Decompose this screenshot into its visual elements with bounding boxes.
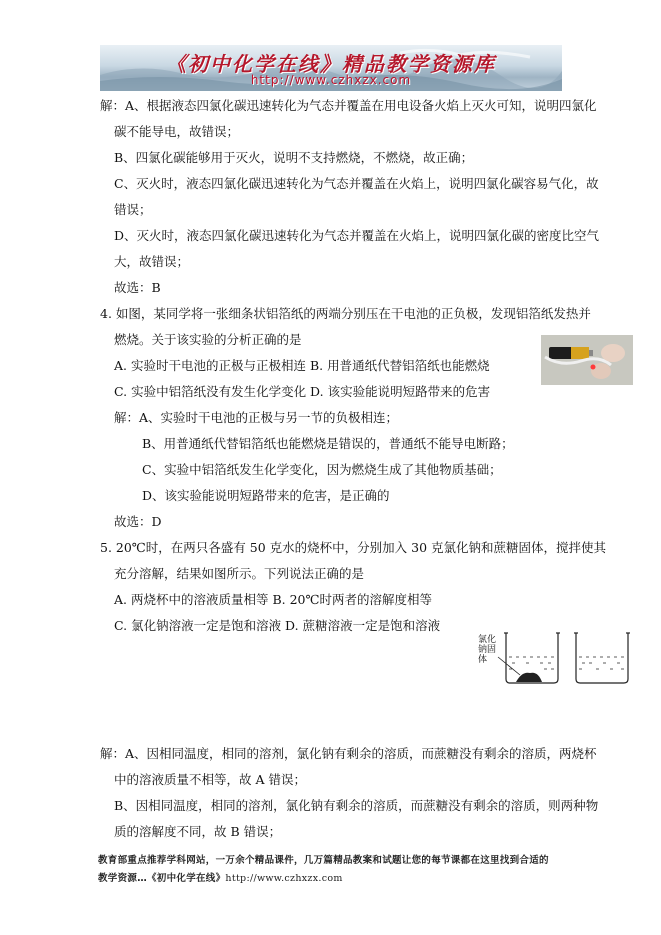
banner-title: 《初中化学在线》精品教学资源库 [166, 52, 496, 76]
question-5-stem: 5. 20℃时，在两只各盛有 50 克水的烧杯中，分别加入 30 克氯化钠和蔗糖固体，搅拌使其 [100, 540, 606, 555]
text-line: D、灭火时，液态四氯化碳迅速转化为气态并覆盖在火焰上，说明四氯化碳的密度比空气 [114, 228, 600, 243]
question-5-options: A. 两烧杯中的溶液质量相等 B. 20℃时两者的溶解度相等 [114, 592, 432, 607]
beaker-label [478, 635, 496, 665]
text-line: 错误； [114, 202, 152, 217]
question-4-stem: 4. 如图，某同学将一张细条状铝箔纸的两端分别压在干电池的正负极，发现铝箔纸发热并 [100, 306, 591, 321]
battery-experiment-photo [541, 335, 633, 385]
text-line: C、实验中铝箔纸发生化学变化，因为燃烧生成了其他物质基础； [142, 462, 502, 477]
question-4-options: A. 实验时干电池的正极与正极相连 B. 用普通纸代替铝箔纸也能燃烧 [114, 358, 490, 373]
text-line: 解：A、因相同温度，相同的溶剂，氯化钠有剩余的溶质，而蔗糖没有剩余的溶质，两烧杯 [100, 746, 597, 761]
question-4-stem: 燃烧。关于该实验的分析正确的是 [114, 332, 302, 347]
text-line: 质的溶解度不同，故 B 错误； [114, 824, 282, 839]
text-line: B、因相同温度，相同的溶剂，氯化钠有剩余的溶质，而蔗糖没有剩余的溶质，则两种物 [114, 798, 599, 813]
text-line: 故选：B [114, 280, 161, 295]
text-line: 解：A、实验时干电池的正极与另一节的负极相连； [114, 410, 399, 425]
footer-url-link[interactable]: http://www.czhxzx.com [225, 873, 343, 884]
text-line: 故选：D [114, 514, 162, 529]
footer-line-1: 教育部重点推荐学科网站，一万余个精品课件，几万篇精品教案和试题让您的每节课都在这里找到合适的 [98, 855, 549, 866]
text-line: D、该实验能说明短路带来的危害，是正确的 [142, 488, 390, 503]
text-line: 大，故错误； [114, 254, 190, 269]
beaker-label-line: 体 [478, 655, 488, 665]
beaker-label-line: 钠固 [478, 645, 497, 655]
beaker-label-line: 氯化 [478, 635, 497, 645]
question-4-options: C. 实验中铝箔纸没有发生化学变化 D. 该实验能说明短路带来的危害 [114, 384, 491, 399]
beakers-figure [476, 627, 636, 687]
text-line: 解：A、根据液态四氯化碳迅速转化为气态并覆盖在用电设备火焰上灭火可知，说明四氯化 [100, 98, 597, 113]
footer-text: 教学资源…《初中化学在线》 [98, 873, 226, 884]
question-5-options: C. 氯化钠溶液一定是饱和溶液 D. 蔗糖溶液一定是饱和溶液 [114, 618, 441, 633]
text-line: B、四氯化碳能够用于灭火，说明不支持燃烧，不燃烧，故正确； [114, 150, 474, 165]
banner-url: http://www.czhxzx.com [250, 73, 412, 87]
text-line: 碳不能导电，故错误； [114, 124, 240, 139]
footer-line-2 [98, 870, 343, 884]
text-line: 中的溶液质量不相等，故 A 错误； [114, 772, 306, 787]
text-line: B、用普通纸代替铝箔纸也能燃烧是错误的，普通纸不能导电断路； [142, 436, 514, 451]
question-5-stem: 充分溶解，结果如图所示。下列说法正确的是 [114, 566, 365, 581]
text-line: C、灭火时，液态四氯化碳迅速转化为气态并覆盖在火焰上，说明四氯化碳容易气化，故 [114, 176, 599, 191]
header-banner [100, 45, 562, 91]
